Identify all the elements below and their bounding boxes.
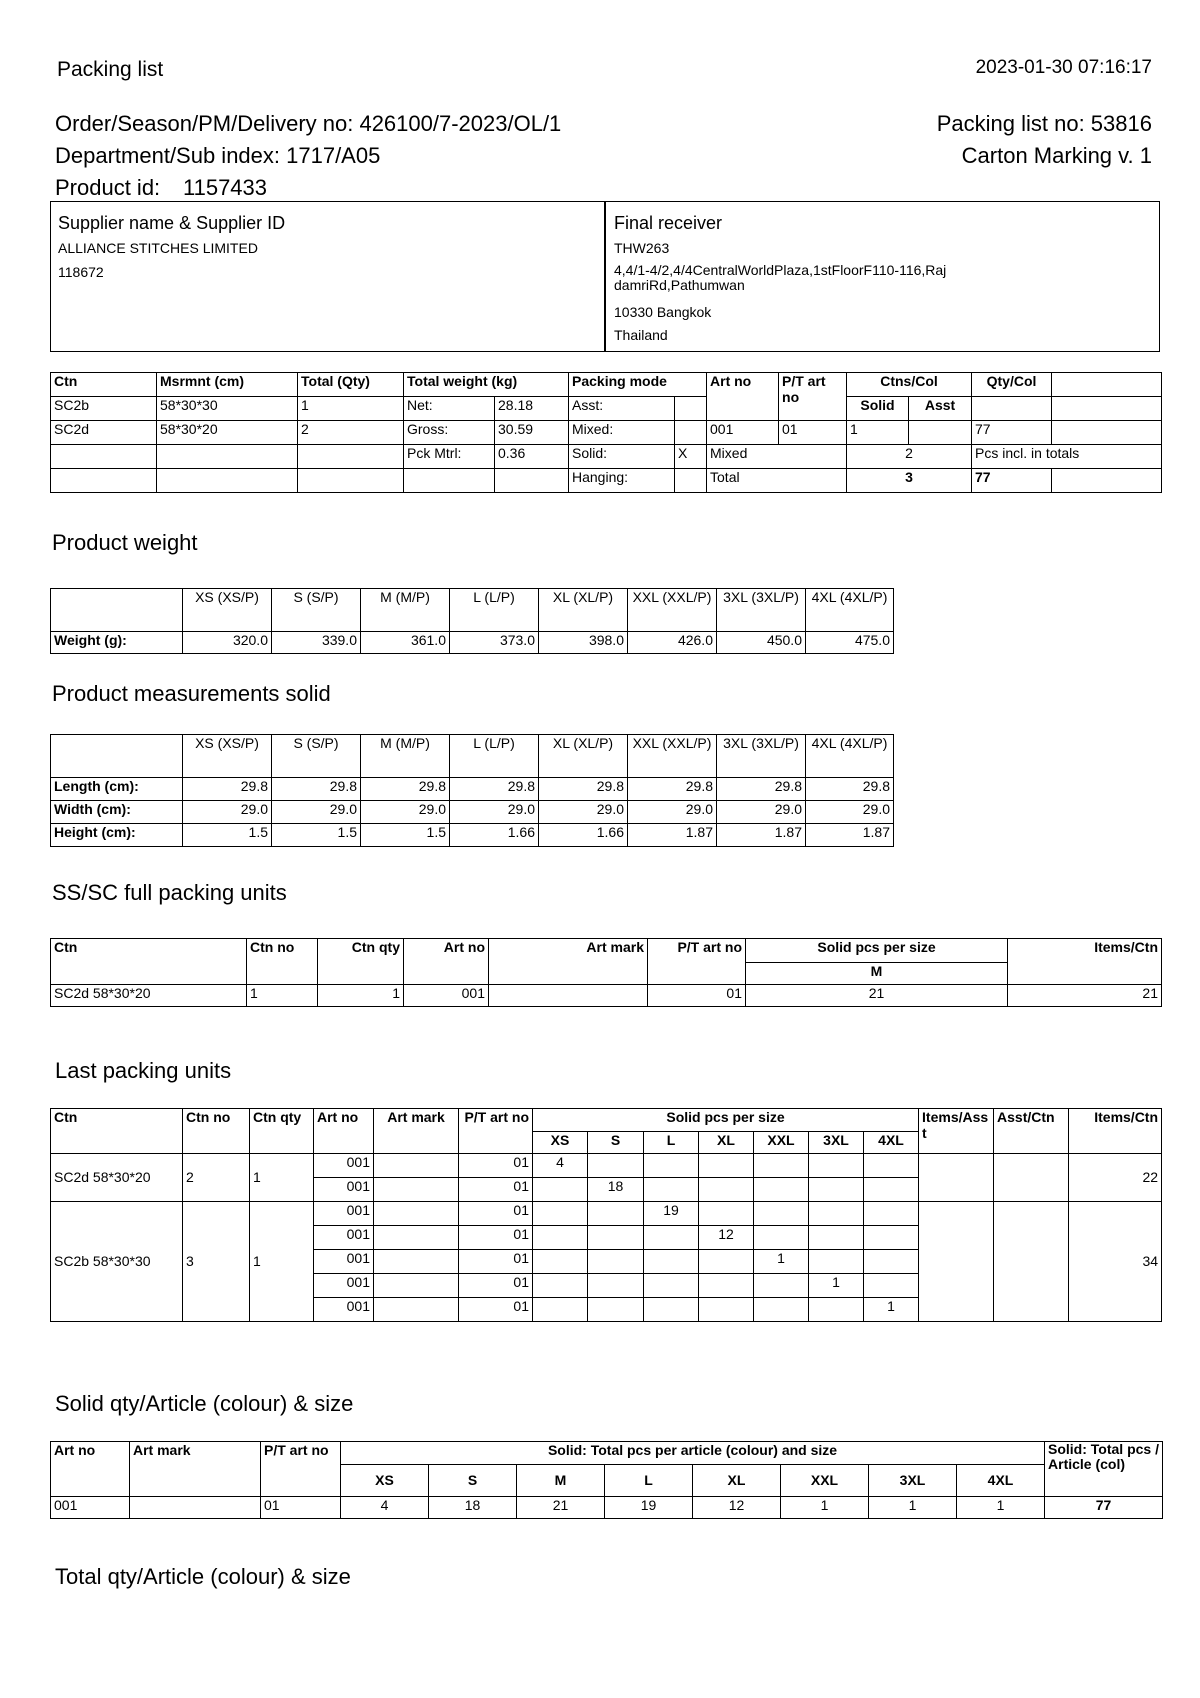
full-ctnqty: 1 (318, 985, 404, 1007)
summary-cell (51, 469, 157, 493)
last-g1-items: 22 (1069, 1154, 1162, 1202)
solid-value: 1 (781, 1497, 869, 1519)
last-size: XXL (754, 1132, 809, 1154)
last-qty-empty (699, 1154, 754, 1178)
summary-h-pt: P/T art no (779, 373, 847, 421)
product-id-label: Product id: (55, 175, 161, 200)
gross-label: Gross: (404, 421, 495, 445)
last-qty-empty (533, 1298, 588, 1322)
summary-art-no: 001 (707, 421, 779, 445)
measure-value: 29.8 (183, 778, 272, 801)
weight-value: 373.0 (450, 632, 539, 654)
last-pt: 01 (459, 1298, 533, 1322)
last-qty-empty (809, 1250, 864, 1274)
solid-size: M (517, 1465, 605, 1497)
measure-value: 29.0 (183, 801, 272, 824)
measure-size: XL (XL/P) (539, 735, 628, 778)
measure-value: 29.0 (361, 801, 450, 824)
measure-value: 1.66 (450, 824, 539, 847)
last-art: 001 (314, 1178, 374, 1202)
last-qty-empty (699, 1298, 754, 1322)
last-qty-3xl: 1 (809, 1274, 864, 1298)
last-size: XL (699, 1132, 754, 1154)
solid-size: XS (341, 1465, 429, 1497)
weight-size: 4XL (4XL/P) (806, 589, 894, 632)
last-qty-empty (864, 1274, 919, 1298)
asst-mark (675, 397, 707, 421)
last-qty-l: 19 (644, 1202, 699, 1226)
order-line: Order/Season/PM/Delivery no: 426100/7-2023/OL/1 (55, 111, 562, 136)
last-pt: 01 (459, 1274, 533, 1298)
full-items: 21 (1008, 985, 1162, 1007)
net-value: 28.18 (495, 397, 569, 421)
gross-value: 30.59 (495, 421, 569, 445)
product-weight-title: Product weight (52, 530, 198, 555)
solid-size: 4XL (957, 1465, 1045, 1497)
solid-mark (130, 1497, 261, 1519)
summary-cell (1052, 397, 1162, 421)
last-qty-empty (699, 1274, 754, 1298)
solid-value: 1 (957, 1497, 1045, 1519)
summary-h-ctns: Ctns/Col (847, 373, 972, 397)
doc-title: Packing list (57, 58, 164, 81)
full-size-m: M (746, 963, 1008, 985)
measure-row-label: Height (cm): (51, 824, 183, 847)
mixed-label: Mixed: (569, 421, 675, 445)
last-qty-xs: 4 (533, 1154, 588, 1178)
last-h-ctnqty: Ctn qty (250, 1109, 314, 1154)
summary-h-mode: Packing mode (569, 373, 707, 397)
summary-cell (298, 445, 404, 469)
last-qty-empty (754, 1154, 809, 1178)
summary-cell (51, 445, 157, 469)
summary-cell (1052, 469, 1162, 493)
total-qty: 77 (972, 469, 1052, 493)
last-qty-empty (809, 1226, 864, 1250)
summary-h-asst: Asst (909, 397, 972, 421)
measure-value: 1.5 (272, 824, 361, 847)
last-qty-xxl: 1 (754, 1250, 809, 1274)
last-g2-ctn: SC2b 58*30*30 (51, 1202, 183, 1322)
full-ctnno: 1 (247, 985, 318, 1007)
measure-value: 1.5 (361, 824, 450, 847)
last-size: XS (533, 1132, 588, 1154)
weight-value: 475.0 (806, 632, 894, 654)
hanging-label: Hanging: (569, 469, 675, 493)
last-h-ctnno: Ctn no (183, 1109, 250, 1154)
last-art: 001 (314, 1298, 374, 1322)
measure-value: 1.87 (806, 824, 894, 847)
solid-h-group (341, 1442, 1045, 1465)
measure-value: 29.8 (361, 778, 450, 801)
pck-label: Pck Mtrl: (404, 445, 495, 469)
solid-value: 4 (341, 1497, 429, 1519)
last-qty-empty (754, 1298, 809, 1322)
last-qty-empty (699, 1178, 754, 1202)
solid-h-mark: Art mark (130, 1442, 261, 1497)
last-qty-empty (644, 1274, 699, 1298)
last-mark (374, 1274, 459, 1298)
weight-value: 450.0 (717, 632, 806, 654)
last-size: 4XL (864, 1132, 919, 1154)
last-size: S (588, 1132, 644, 1154)
measure-value: 29.8 (717, 778, 806, 801)
solid-h-art: Art no (51, 1442, 130, 1497)
last-h-itemsa: Items/Asst (919, 1109, 994, 1154)
measure-size: 4XL (4XL/P) (806, 735, 894, 778)
summary-cell (298, 469, 404, 493)
summary-r1-ctn: SC2b (51, 397, 157, 421)
solid-size: L (605, 1465, 693, 1497)
summary-r1-qty: 1 (298, 397, 404, 421)
last-h-solid: Solid pcs per size (533, 1109, 919, 1132)
full-h-ctnno: Ctn no (247, 939, 318, 985)
last-qty-empty (644, 1226, 699, 1250)
last-qty-empty (533, 1250, 588, 1274)
last-qty-empty (588, 1250, 644, 1274)
solid-value: 18 (429, 1497, 517, 1519)
last-g1-itemsa (919, 1154, 994, 1202)
last-qty-empty (644, 1154, 699, 1178)
summary-h-qty: Total (Qty) (298, 373, 404, 397)
last-mark (374, 1226, 459, 1250)
full-h-ctnqty: Ctn qty (318, 939, 404, 985)
weight-value: 426.0 (628, 632, 717, 654)
summary-cell (1052, 421, 1162, 445)
measure-value: 1.66 (539, 824, 628, 847)
summary-cell (972, 397, 1052, 421)
mixed-ctns: 2 (847, 445, 972, 469)
weight-size: S (S/P) (272, 589, 361, 632)
full-h-ctn: Ctn (51, 939, 247, 985)
measure-value: 29.0 (539, 801, 628, 824)
last-h-items: Items/Ctn (1069, 1109, 1162, 1154)
last-qty-empty (588, 1202, 644, 1226)
summary-h-art: Art no (707, 373, 779, 421)
last-qty-empty (754, 1202, 809, 1226)
measurements-title: Product measurements solid (52, 681, 331, 706)
last-qty-empty (754, 1274, 809, 1298)
measurements-table (50, 734, 894, 847)
last-h-art: Art no (314, 1109, 374, 1154)
measure-size: 3XL (3XL/P) (717, 735, 806, 778)
full-h-items: Items/Ctn (1008, 939, 1162, 985)
summary-cell (157, 469, 298, 493)
last-qty-empty (864, 1226, 919, 1250)
total-article-title: Total qty/Article (colour) & size (55, 1564, 351, 1589)
measure-size: S (S/P) (272, 735, 361, 778)
last-qty-empty (588, 1154, 644, 1178)
solid-value: 21 (517, 1497, 605, 1519)
mixed-mark (675, 421, 707, 445)
full-h-art: Art no (404, 939, 489, 985)
last-g2-itemsa (919, 1202, 994, 1322)
supplier-id: 118672 (58, 264, 104, 280)
measure-corner (51, 735, 183, 778)
weight-value: 339.0 (272, 632, 361, 654)
last-g1-ctnno: 2 (183, 1154, 250, 1202)
last-units-title: Last packing units (55, 1058, 232, 1083)
measure-row-label: Width (cm): (51, 801, 183, 824)
full-units-title: SS/SC full packing units (52, 880, 287, 905)
full-units-table (50, 938, 1162, 1007)
last-pt: 01 (459, 1202, 533, 1226)
weight-value: 320.0 (183, 632, 272, 654)
full-h-pt: P/T art no (648, 939, 746, 985)
supplier-heading: Supplier name & Supplier ID (58, 213, 286, 233)
measure-size: XS (XS/P) (183, 735, 272, 778)
measure-size: M (M/P) (361, 735, 450, 778)
last-size: L (644, 1132, 699, 1154)
receiver-box (604, 201, 1160, 352)
last-qty-4xl: 1 (864, 1298, 919, 1322)
measure-value: 1.87 (628, 824, 717, 847)
measure-row-label: Length (cm): (51, 778, 183, 801)
weight-value: 361.0 (361, 632, 450, 654)
measure-value: 29.0 (272, 801, 361, 824)
hanging-mark (675, 469, 707, 493)
measure-value: 29.0 (806, 801, 894, 824)
last-pt: 01 (459, 1178, 533, 1202)
summary-h-ctn: Ctn (51, 373, 157, 397)
summary-r2-msr: 58*30*20 (157, 421, 298, 445)
measure-value: 1.5 (183, 824, 272, 847)
last-qty-empty (588, 1274, 644, 1298)
full-m-qty: 21 (746, 985, 1008, 1007)
summary-cell (157, 445, 298, 469)
measure-size: XXL (XXL/P) (628, 735, 717, 778)
supplier-name: ALLIANCE STITCHES LIMITED (58, 240, 258, 256)
last-mark (374, 1298, 459, 1322)
solid-h-total-prefix: Solid: (1048, 1441, 1087, 1457)
last-mark (374, 1202, 459, 1226)
solid-value: 12 (693, 1497, 781, 1519)
solid-h-group-prefix: Solid: (547, 1442, 587, 1458)
total-ctns: 3 (847, 469, 972, 493)
supplier-box (50, 201, 606, 352)
last-mark (374, 1250, 459, 1274)
weight-size: 3XL (3XL/P) (717, 589, 806, 632)
last-qty-empty (809, 1154, 864, 1178)
summary-table (50, 372, 1162, 493)
last-qty-empty (864, 1178, 919, 1202)
receiver-address: 4,4/1-4/2,4/4CentralWorldPlaza,1stFloorF110-116,RajdamriRd,Pathumwan (614, 262, 947, 293)
asst-label: Asst: (569, 397, 675, 421)
last-qty-empty (588, 1226, 644, 1250)
packing-list-no: Packing list no: 53816 (936, 111, 1152, 136)
summary-r2-qty: 2 (298, 421, 404, 445)
full-pt: 01 (648, 985, 746, 1007)
measure-value: 29.8 (806, 778, 894, 801)
last-g2-asstctn (994, 1202, 1069, 1322)
last-mark (374, 1154, 459, 1178)
last-qty-empty (864, 1154, 919, 1178)
product-id-value: 1157433 (183, 175, 268, 200)
measure-value: 29.8 (628, 778, 717, 801)
pck-value: 0.36 (495, 445, 569, 469)
weight-size: XXL (XXL/P) (628, 589, 717, 632)
last-pt: 01 (459, 1154, 533, 1178)
last-g1-ctnqty: 1 (250, 1154, 314, 1202)
last-g2-items: 34 (1069, 1202, 1162, 1322)
last-art: 001 (314, 1250, 374, 1274)
full-h-mark: Art mark (489, 939, 648, 985)
department-line: Department/Sub index: 1717/A05 (55, 143, 381, 168)
last-size: 3XL (809, 1132, 864, 1154)
solid-total: 77 (1045, 1497, 1163, 1519)
receiver-heading: Final receiver (614, 213, 723, 233)
last-art: 001 (314, 1154, 374, 1178)
receiver-country: Thailand (614, 327, 668, 343)
measure-value: 1.87 (717, 824, 806, 847)
receiver-city: 10330 Bangkok (614, 304, 712, 320)
solid-h-pt: P/T art no (261, 1442, 341, 1497)
weight-size: M (M/P) (361, 589, 450, 632)
solid-art: 001 (51, 1497, 130, 1519)
last-art: 001 (314, 1226, 374, 1250)
solid-article-table (50, 1441, 1163, 1519)
summary-h-blank (1052, 373, 1162, 397)
product-weight-table (50, 588, 894, 654)
summary-qty-col: 77 (972, 421, 1052, 445)
weight-size: XS (XS/P) (183, 589, 272, 632)
weight-corner (51, 589, 183, 632)
last-h-ctn: Ctn (51, 1109, 183, 1154)
last-qty-xl: 12 (699, 1226, 754, 1250)
measure-size: L (L/P) (450, 735, 539, 778)
solid-pt: 01 (261, 1497, 341, 1519)
measure-value: 29.8 (450, 778, 539, 801)
receiver-code: THW263 (614, 240, 670, 256)
solid-mark: X (675, 445, 707, 469)
last-qty-empty (809, 1298, 864, 1322)
summary-h-msr: Msrmnt (cm) (157, 373, 298, 397)
measure-value: 29.0 (717, 801, 806, 824)
full-art: 001 (404, 985, 489, 1007)
last-qty-empty (699, 1250, 754, 1274)
last-qty-empty (644, 1178, 699, 1202)
last-h-asstctn: Asst/Ctn (994, 1109, 1069, 1154)
measure-value: 29.8 (272, 778, 361, 801)
last-qty-empty (533, 1226, 588, 1250)
last-qty-empty (588, 1298, 644, 1322)
last-h-pt: P/T art no (459, 1109, 533, 1154)
solid-size: 3XL (869, 1465, 957, 1497)
summary-cell (404, 469, 495, 493)
last-qty-empty (754, 1178, 809, 1202)
summary-r2-ctn: SC2d (51, 421, 157, 445)
mixed-word: Mixed (707, 445, 847, 469)
summary-ctns-asst (909, 421, 972, 445)
last-pt: 01 (459, 1250, 533, 1274)
summary-h-solid: Solid (847, 397, 909, 421)
last-qty-empty (533, 1178, 588, 1202)
summary-r1-msr: 58*30*30 (157, 397, 298, 421)
weight-size: XL (XL/P) (539, 589, 628, 632)
solid-article-title: Solid qty/Article (colour) & size (55, 1391, 354, 1416)
measure-value: 29.0 (450, 801, 539, 824)
timestamp: 2023-01-30 07:16:17 (975, 57, 1152, 78)
last-art: 001 (314, 1202, 374, 1226)
last-g2-ctnqty: 1 (250, 1202, 314, 1322)
solid-h-group-rest: Total pcs per article (colour) and size (586, 1442, 838, 1458)
last-qty-empty (864, 1202, 919, 1226)
last-pt: 01 (459, 1226, 533, 1250)
net-label: Net: (404, 397, 495, 421)
solid-size: XXL (781, 1465, 869, 1497)
solid-label: Solid: (569, 445, 675, 469)
full-h-solid: Solid pcs per size (746, 939, 1008, 963)
last-g1-ctn: SC2d 58*30*20 (51, 1154, 183, 1202)
summary-ctns-solid: 1 (847, 421, 909, 445)
measure-value: 29.8 (539, 778, 628, 801)
last-qty-empty (644, 1298, 699, 1322)
last-qty-empty (699, 1202, 754, 1226)
last-h-mark: Art mark (374, 1109, 459, 1154)
solid-h-total-rest: Total pcs / Article (col) (1048, 1441, 1159, 1472)
solid-size: S (429, 1465, 517, 1497)
weight-row-label: Weight (g): (51, 632, 183, 654)
last-qty-empty (644, 1250, 699, 1274)
measure-value: 29.0 (628, 801, 717, 824)
last-qty-empty (533, 1202, 588, 1226)
solid-h-total (1045, 1442, 1163, 1497)
solid-size: XL (693, 1465, 781, 1497)
summary-h-weight: Total weight (kg) (404, 373, 569, 397)
summary-pt-art: 01 (779, 421, 847, 445)
full-ctn: SC2d 58*30*20 (51, 985, 247, 1007)
full-mark (489, 985, 648, 1007)
last-qty-s: 18 (588, 1178, 644, 1202)
last-g1-asstctn (994, 1154, 1069, 1202)
carton-marking: Carton Marking v. 1 (961, 143, 1152, 168)
last-qty-empty (754, 1226, 809, 1250)
last-g2-ctnno: 3 (183, 1202, 250, 1322)
summary-h-qtycol: Qty/Col (972, 373, 1052, 397)
last-units-table (50, 1108, 1162, 1322)
pcs-note: Pcs incl. in totals (972, 445, 1162, 469)
solid-value: 19 (605, 1497, 693, 1519)
last-qty-empty (864, 1250, 919, 1274)
solid-value: 1 (869, 1497, 957, 1519)
last-qty-empty (533, 1274, 588, 1298)
last-art: 001 (314, 1274, 374, 1298)
last-qty-empty (809, 1178, 864, 1202)
total-word: Total (707, 469, 847, 493)
weight-size: L (L/P) (450, 589, 539, 632)
last-mark (374, 1178, 459, 1202)
weight-value: 398.0 (539, 632, 628, 654)
last-qty-empty (809, 1202, 864, 1226)
summary-cell (495, 469, 569, 493)
